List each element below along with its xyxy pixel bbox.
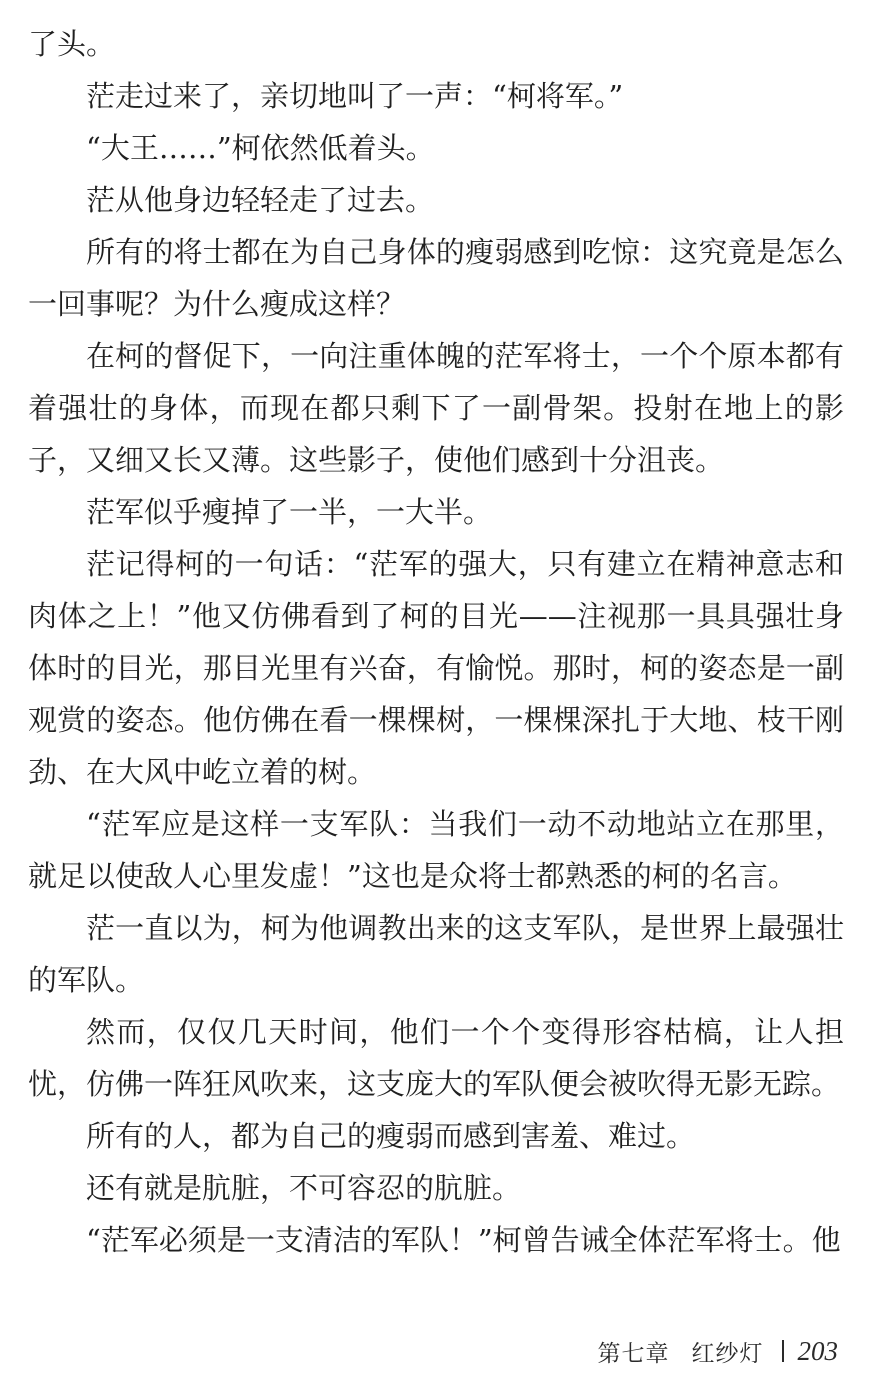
page-footer [598,1331,839,1371]
paragraph: 茫一直以为，柯为他调教出来的这支军队，是世界上最强壮的军队。 [28,911,844,997]
paragraph: 茫走过来了，亲切地叫了一声：“柯将军。” [86,79,624,113]
paragraph: “茫军应是这样一支军队：当我们一动不动地站立在那里，就足以使敌人心里发虚！”这也是众将士都熟悉的柯的名言。 [28,807,844,893]
paragraph: 所有的人，都为自己的瘦弱而感到害羞、难过。 [86,1119,696,1153]
paragraph: 茫军似乎瘦掉了一半，一大半。 [86,495,493,529]
paragraph: 然而，仅仅几天时间，他们一个个变得形容枯槁，让人担忧，仿佛一阵狂风吹来，这支庞大的军队便会被吹得无影无踪。 [28,1015,844,1101]
paragraph: “茫军必须是一支清洁的军队！”柯曾告诫全体茫军将士。他 [86,1223,841,1257]
paragraph: 所有的将士都在为自己身体的瘦弱感到吃惊：这究竟是怎么一回事呢？为什么瘦成这样？ [28,235,844,321]
paragraph: 了头。 [28,27,116,61]
paragraph: 还有就是肮脏，不可容忍的肮脏。 [86,1171,522,1205]
chapter-title: 红纱灯 [691,1340,764,1367]
chapter-number: 第七章 [597,1340,670,1367]
paragraph: 在柯的督促下，一向注重体魄的茫军将士，一个个原本都有着强壮的身体，而现在都只剩下了一副骨架。投射在地上的影子，又细又长又薄。这些影子，使他们感到十分沮丧。 [28,339,844,477]
paragraph: 茫记得柯的一句话：“茫军的强大，只有建立在精神意志和肉体之上！”他又仿佛看到了柯的目光——注视那一具具强壮身体时的目光，那目光里有兴奋，有愉悦。那时，柯的姿态是一副观赏的姿态。他仿佛在看一棵棵树，一棵棵深扎于大地、枝干刚劲、在大风中屹立着的树。 [28,547,844,789]
paragraph: “大王……”柯依然低着头。 [86,131,435,165]
footer-divider [782,1340,784,1362]
body-text [28,18,844,1266]
page-number: 203 [797,1335,838,1366]
paragraph: 茫从他身边轻轻走了过去。 [86,183,435,217]
